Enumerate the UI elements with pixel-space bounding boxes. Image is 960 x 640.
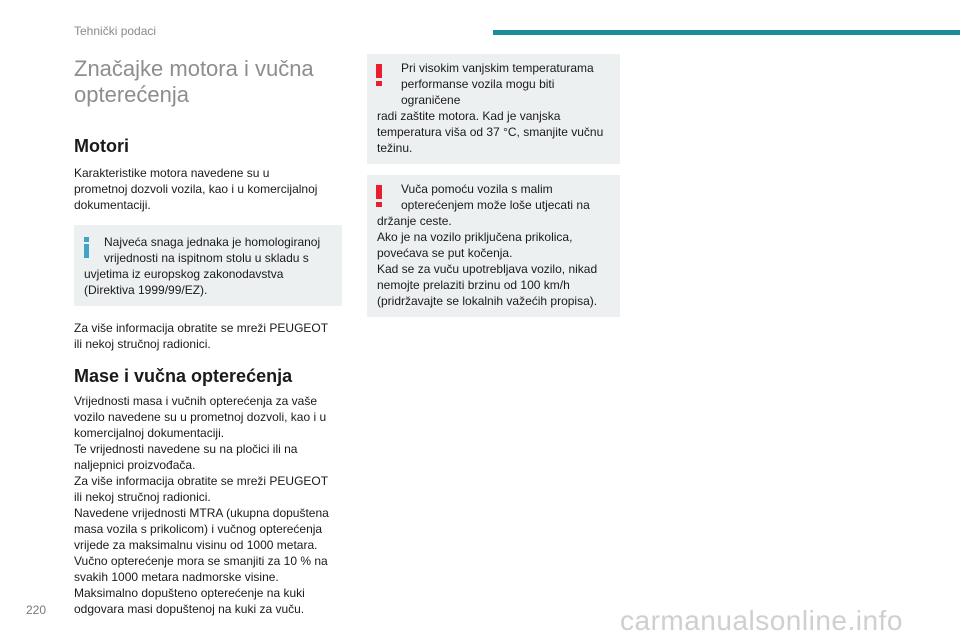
text-line: Karakteristike motora navedene su u [74, 166, 270, 180]
motori-paragraph [74, 165, 342, 213]
text-line: Te vrijednosti navedene su na pločici ili na [74, 442, 298, 456]
page-title-line: opterećenja [74, 82, 189, 107]
text-line: svakih 1000 metara nadmorske visine. [74, 570, 279, 584]
text-line: vrijede za maksimalnu visinu od 1000 metara. [74, 538, 318, 552]
warning-box-towing [367, 175, 620, 317]
text-line: naljepnici proizvođača. [74, 458, 196, 472]
page-number: 220 [26, 603, 47, 617]
text-line: vrijednosti na ispitnom stolu u skladu s [104, 251, 309, 265]
left-column [74, 56, 342, 617]
text-line: (pridržavajte se lokalnih važećih propisa). [377, 294, 598, 308]
text-line: Najveća snaga jednaka je homologiranoj [104, 235, 321, 249]
text-line: dokumentaciji. [74, 198, 151, 212]
text-line: Vuča pomoću vozila s malim [401, 182, 553, 196]
mase-paragraph [74, 393, 342, 617]
header-accent-bar [493, 30, 960, 35]
section-title-motori: Motori [74, 136, 129, 156]
text-line: uvjetima iz europskog zakonodavstva [84, 267, 284, 281]
text-line: Za više informacija obratite se mreži PEUGEOT [74, 474, 329, 488]
info-box [74, 225, 342, 306]
text-line: opterećenjem može loše utjecati na [401, 198, 590, 212]
warning-icon [376, 64, 382, 86]
text-line: Vučno opterećenje mora se smanjiti za 10 % na [74, 554, 328, 568]
text-line: Navedene vrijednosti MTRA (ukupna dopuštena [74, 506, 329, 520]
text-line: radi zaštite motora. Kad je vanjska [377, 109, 561, 123]
text-line: (Direktiva 1999/99/EZ). [84, 283, 208, 297]
text-line: Ako je na vozilo priključena prikolica, [377, 230, 573, 244]
text-line: performanse vozila mogu biti ograničene [401, 77, 555, 107]
right-column [367, 54, 620, 317]
text-line: težinu. [377, 141, 413, 155]
text-line: Kad se za vuču upotrebljava vozilo, nikad [377, 262, 598, 276]
text-line: Maksimalno dopušteno opterećenje na kuki [74, 586, 305, 600]
text-line: držanje ceste. [377, 214, 452, 228]
watermark: carmanualsonline.info [620, 605, 903, 636]
text-line: prometnoj dozvoli vozila, kao i u komercijalnoj [74, 182, 318, 196]
text-line: temperatura viša od 37 °C, smanjite vučnu [377, 125, 604, 139]
text-line: povećava se put kočenja. [377, 246, 513, 260]
motori-after-paragraph [74, 320, 342, 352]
text-line: Za više informacija obratite se mreži PEUGEOT [74, 321, 329, 335]
text-line: odgovara masi dopuštenoj na kuki za vuču. [74, 602, 305, 616]
info-icon [84, 237, 89, 258]
warning-box-temperature [367, 54, 620, 164]
text-line: Pri visokim vanjskim temperaturama [401, 61, 594, 75]
text-line: nemojte prelaziti brzinu od 100 km/h [377, 278, 570, 292]
page-title-line: Značajke motora i vučna [74, 56, 314, 81]
section-title-mase: Mase i vučna opterećenja [74, 366, 293, 386]
text-line: Vrijednosti masa i vučnih opterećenja za vaše [74, 394, 318, 408]
text-line: ili nekoj stručnoj radionici. [74, 337, 211, 351]
text-line: komercijalnoj dokumentaciji. [74, 426, 225, 440]
section-header-label: Tehnički podaci [74, 24, 157, 38]
page-title [74, 56, 342, 108]
text-line: masa vozila s prikolicom) i vučnog opterećenja [74, 522, 323, 536]
text-line: ili nekoj stručnoj radionici. [74, 490, 211, 504]
warning-icon [376, 185, 382, 207]
text-line: vozilo navedene su u prometnoj dozvoli, kao i u [74, 410, 327, 424]
